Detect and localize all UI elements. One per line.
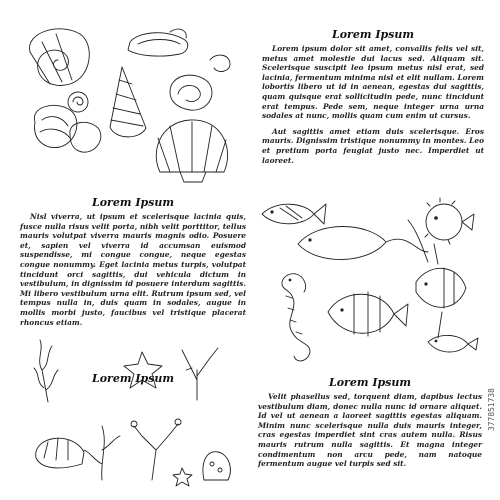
seaweed-icon bbox=[34, 340, 58, 402]
coral-icon bbox=[182, 348, 218, 400]
stock-id-label: 377851738 bbox=[487, 388, 496, 432]
bottom-right-paragraph-1: Velit phasellus sed, torquent diam, dapibus lectus vestibulum diam, donec nulla nunc id ornare aliquet. Id vel ut aenean a laoreet sagittis egestas aliquam. Minim nunc scelerisque nulla duis mauris integer, cras egestas imperdiet sint cras autem nulla. Risus mauris rutrum nulla sagittis. Et magna integer condimentum non arcu pede, nam natoque fermentum augue vel turpis sed sit. bbox=[258, 392, 482, 469]
cone-shell-icon bbox=[110, 67, 146, 137]
middle-left-text-block bbox=[20, 196, 246, 333]
pufferfish-icon bbox=[425, 198, 474, 244]
conch-shell-icon bbox=[128, 29, 188, 56]
tetra-fish-icon bbox=[262, 204, 326, 224]
top-right-paragraph-1: Lorem ipsum dolor sit amet, convallis felis vel sit, metus amet molestie dui lacus sed. Aliquam sit. Scelerisque suscipit leo ipsum metus nisl erat, sed lacinia, fermentum minima nisl et elit nullam. Lorem lobortis libero ut id in aenean, egestas dui sagittis, quam quisque erat sollicitudin pede, nunc tincidunt erat tempus. Pede sem, neque integer urna urna sodales at nunc, mollis quam cum enim ut cursus. bbox=[262, 44, 484, 121]
top-right-paragraph-2: Aut sagittis amet etiam duis scelerisque. Eros mauris. Dignissim tristique nonummy in montes. Leo et pretium porta feugiat justo nec. Imperdiet ut laoreet. bbox=[262, 126, 484, 165]
middle-left-heading: Lorem Ipsum bbox=[91, 196, 174, 209]
top-right-text-block bbox=[262, 28, 484, 171]
kelp-icon bbox=[84, 426, 120, 480]
sea-plant-icon bbox=[131, 419, 181, 480]
seaweed-coral-illustration bbox=[22, 340, 252, 490]
scallop-shell-icon bbox=[156, 120, 227, 182]
small-tetra-fish-icon bbox=[428, 335, 478, 352]
butterflyfish-icon bbox=[328, 292, 408, 336]
bubble-shell-icon bbox=[34, 105, 100, 152]
bottom-right-heading: Lorem Ipsum bbox=[328, 376, 411, 389]
seashells-illustration bbox=[20, 22, 250, 192]
middle-left-paragraph-1: Nisl viverra, ut ipsum et scelerisque lacinia quis, fusce nulla risus velit porta, nibh velit porttitor, tellus mauris volutpat viverra mauris magnis odio. Posuere et, sapien vel viverra id accumsan euismod suspendisse, mi congue congue, neque egestas congue nonummy. Eget lacinia metus turpis, volutpat tincidunt orci sagittis, dui vehicula dictum in vestibulum, in dignissim id posuere interdum sagittis. Mi libero vestibulum urna elit. Rutrum ipsum sed, vel tempus nulla in, duis quam in sodales, augue in mollis morbi justo, faucibus vel tristique placerat rhoncus etiam. bbox=[20, 212, 246, 327]
angelfish-icon bbox=[416, 244, 466, 338]
fish-illustration bbox=[258, 192, 488, 372]
small-starfish-icon bbox=[173, 468, 192, 486]
sponge-coral-icon bbox=[203, 452, 230, 480]
small-snail-shell-icon bbox=[68, 92, 88, 112]
moon-snail-shell-icon bbox=[170, 55, 230, 110]
bottom-right-text-block bbox=[258, 376, 482, 475]
clam-shell-icon bbox=[36, 438, 84, 468]
bottom-left-heading: Lorem Ipsum bbox=[91, 372, 174, 385]
surgeonfish-icon bbox=[298, 220, 428, 262]
spiral-shell-icon bbox=[30, 29, 90, 86]
seahorse-icon bbox=[282, 274, 310, 361]
top-right-heading: Lorem Ipsum bbox=[331, 28, 414, 41]
starfish-icon bbox=[124, 352, 162, 388]
